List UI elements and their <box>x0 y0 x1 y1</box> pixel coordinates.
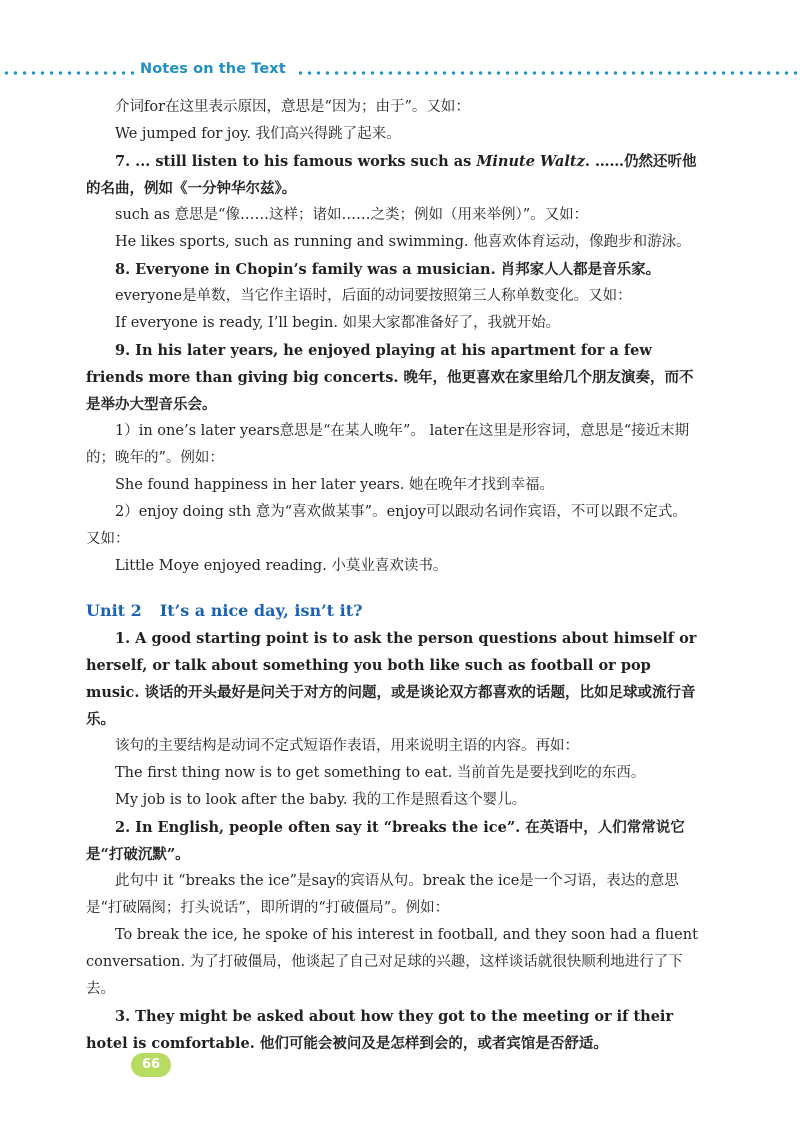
note-paragraph: 该句的主要结构是动词不定式短语作表语，用来说明主语的内容。再如： <box>115 738 579 754</box>
example-sentence: We jumped for joy. 我们高兴得跳了起来。 <box>115 126 401 142</box>
example-sentence: My job is to look after the baby. 我的工作是照看这个婴儿。 <box>115 792 527 808</box>
example-sentence: If everyone is ready, I’ll begin. 如果大家都准备好了，我就开始。 <box>115 315 561 331</box>
example-sentence: Little Moye enjoyed reading. 小莫业喜欢读书。 <box>115 558 448 574</box>
note-7-text: 7. ... still listen to his famous works such as <box>115 153 477 170</box>
note-heading-8: 8. Everyone in Chopin’s family was a musician. 肖邦家人人都是音乐家。 <box>115 261 661 278</box>
example-sentence: The first thing now is to get something to eat. 当前首先是要找到吃的东西。 <box>115 765 646 781</box>
note-paragraph: such as 意思是“像……这样；诸如……之类；例如（用来举例）”。又如： <box>115 207 589 223</box>
header-title: Notes on the Text <box>140 61 286 77</box>
note-heading-2: 2. In English, people often say it “breaks the ice”. 在英语中，人们常常说它是“打破沉默”。 <box>86 819 685 863</box>
unit-label: Unit 2 <box>86 601 142 620</box>
note-paragraph: 2）enjoy doing sth 意为“喜欢做某事”。enjoy可以跟动名词作宾语，不可以跟不定式。又如： <box>86 504 687 547</box>
page-content <box>86 94 700 1057</box>
example-sentence: He likes sports, such as running and swimming. 他喜欢体育运动，像跑步和游泳。 <box>115 234 691 250</box>
section-header <box>0 61 800 83</box>
note-paragraph: everyone是单数，当它作主语时，后面的动词要按照第三人称单数变化。又如： <box>115 288 632 304</box>
note-paragraph: 此句中 it “breaks the ice”是say的宾语从句。break the ice是一个习语，表达的意思是“打破隔阂；打头说话”，即所谓的“打破僵局”。例如： <box>86 873 679 916</box>
header-dots-right <box>296 71 800 75</box>
example-sentence: She found happiness in her later years. 她在晚年才找到幸福。 <box>115 477 555 493</box>
note-heading-9: 9. In his later years, he enjoyed playing at his apartment for a few friends more than giving big concerts. 晚年，他更喜欢在家里给几个朋友演奏，而不是举办大型音乐会。 <box>86 342 694 413</box>
note-heading-7 <box>86 148 700 202</box>
note-paragraph: 介词for在这里表示原因，意思是“因为；由于”。又如： <box>115 99 470 115</box>
note-heading-3: 3. They might be asked about how they got to the meeting or if their hotel is comfortable. 他们可能会被问及是怎样到会的，或者宾馆是否舒适。 <box>86 1008 674 1052</box>
note-heading-1: 1. A good starting point is to ask the person questions about himself or herself, or talk about something you both like such as football or pop music. 谈话的开头最好是问关于对方的问题，或是谈论双方都喜欢的话题，比如足球或流行音乐。 <box>86 630 697 728</box>
unit-title <box>86 597 700 625</box>
note-7-translation: . ……仍然还听他的名曲，例如《一分钟华尔兹》。 <box>86 153 697 197</box>
unit-name: It’s a nice day, isn’t it? <box>159 601 363 620</box>
example-sentence: To break the ice, he spoke of his interest in football, and they soon had a fluent conversation. 为了打破僵局，他谈起了自己对足球的兴趣，这样谈话就很快顺利地进行了下去。 <box>86 927 698 997</box>
header-dots-left <box>2 71 136 75</box>
note-paragraph: 1）in one’s later years意思是“在某人晚年”。 later在这里是形容词，意思是“接近末期的；晚年的”。例如： <box>86 423 690 466</box>
note-7-italic-title: Minute Waltz <box>476 153 585 170</box>
page-number-badge: 66 <box>131 1053 171 1077</box>
